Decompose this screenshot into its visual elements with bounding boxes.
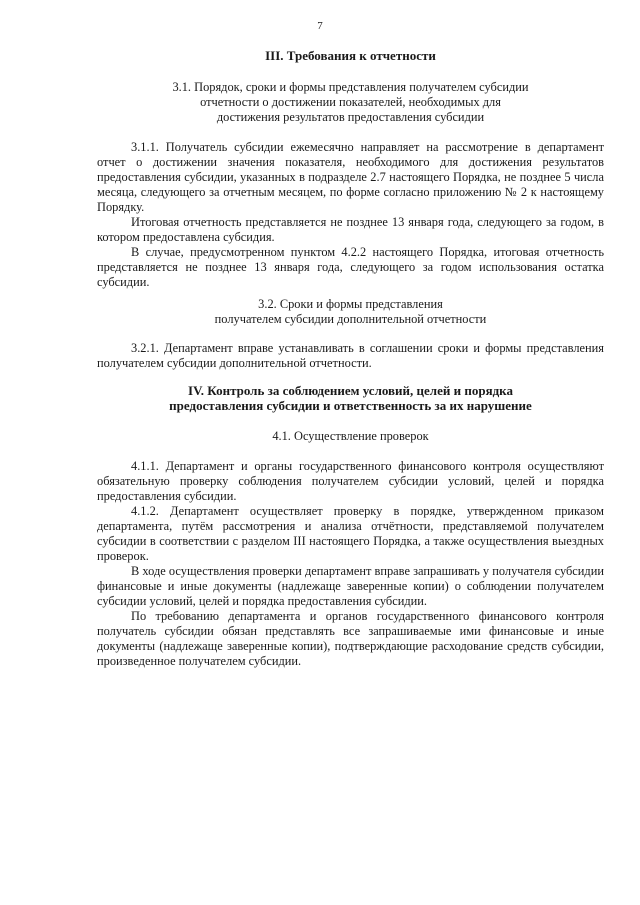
paragraph-final-report: Итоговая отчетность представляется не позднее 13 января года, следующего за годом, в котором предоставлена субсидия. [97,215,604,244]
subsection-3-1-title [97,80,604,125]
section-4-title-line: IV. Контроль за соблюдением условий, целей и порядка [188,383,513,398]
paragraph-document-request: В ходе осуществления проверки департамент вправе запрашивать у получателя субсидии финансовые и иные документы (надлежаще заверенные копии) о соблюдении получателем субсидии условий, целей и порядка предоставления субсидии. [97,564,604,608]
subsection-4-1-body [97,459,604,669]
section-4-title [97,383,604,413]
subsection-3-1-body [97,140,604,290]
subsection-3-1-title-line: 3.1. Порядок, сроки и формы представления получателем субсидии [172,80,529,94]
subsection-3-1-title-line: достижения результатов предоставления субсидии [216,110,485,124]
paragraph-4-1-2: 4.1.2. Департамент осуществляет проверку в порядке, утвержденном приказом департамента, путём рассмотрения и анализа отчётности, представляемой получателем субсидии в соответствии с разделом III настоящего Порядка, а также осуществления выездных проверок. [97,504,604,563]
subsection-3-1-title-line: отчетности о достижении показателей, необходимых для [200,95,501,109]
section-4-title-line: предоставления субсидии и ответственность за их нарушение [169,398,532,413]
paragraph-control-request: По требованию департамента и органов государственного финансового контроля получатель субсидии обязан представлять все запрашиваемые ими финансовые и иные документы (надлежаще заверенные копии), подтверждающие расходование средств субсидии, произведенное получателем субсидии. [97,609,604,668]
subsection-4-1-title: 4.1. Осуществление проверок [272,429,429,443]
subsection-3-2-body [97,341,604,371]
subsection-3-2-title [97,297,604,327]
subsection-3-2-title-line: 3.2. Сроки и формы представления [258,297,443,311]
paragraph-4-1-1: 4.1.1. Департамент и органы государственного финансового контроля осуществляют обязательную проверку соблюдения получателем субсидии условий, целей и порядка предоставления субсидии. [97,459,604,503]
subsection-3-2-title-line: получателем субсидии дополнительной отчетности [214,312,487,326]
paragraph-3-1-1: 3.1.1. Получатель субсидии ежемесячно направляет на рассмотрение в департамент отчет о достижении значения показателя, необходимого для достижения результатов предоставления субсидии, указанных в подразделе 2.7 настоящего Порядка, не позднее 5 числа месяца, следующего за отчетным месяцем, по форме согласно приложению № 2 к настоящему Порядку. [97,140,604,214]
paragraph-3-2-1: 3.2.1. Департамент вправе устанавливать в соглашении сроки и формы представления получателем субсидии дополнительной отчетности. [97,341,604,370]
page-number: 7 [317,20,323,32]
section-3-title: III. Требования к отчетности [265,48,436,63]
paragraph-residual-report: В случае, предусмотренном пунктом 4.2.2 настоящего Порядка, итоговая отчетность представляется не позднее 13 января года, следующего за годом использования остатка субсидии. [97,245,604,289]
